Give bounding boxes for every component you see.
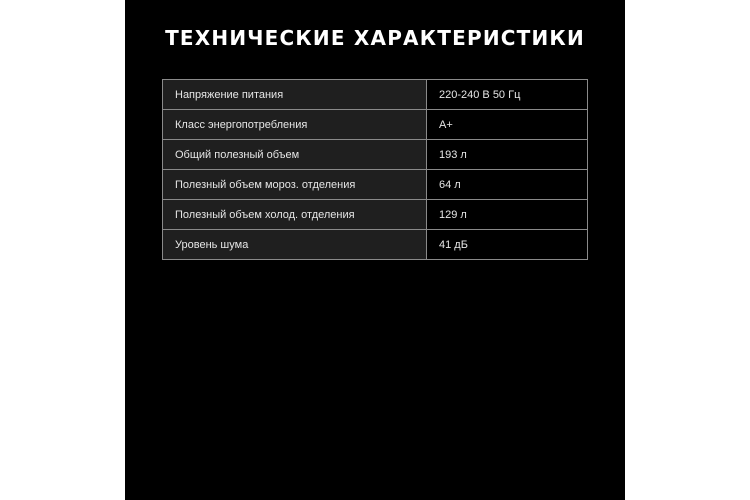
- spec-value: 193 л: [427, 140, 588, 170]
- table-row: [163, 200, 588, 230]
- spec-value: 220-240 В 50 Гц: [427, 80, 588, 110]
- spec-name: Полезный объем мороз. отделения: [163, 170, 427, 200]
- spec-name: Уровень шума: [163, 230, 427, 260]
- spec-value: А+: [427, 110, 588, 140]
- page-title: ТЕХНИЧЕСКИЕ ХАРАКТЕРИСТИКИ: [165, 26, 585, 50]
- spec-value: 64 л: [427, 170, 588, 200]
- spec-card: [125, 0, 625, 500]
- spec-name: Класс энергопотребления: [163, 110, 427, 140]
- table-row: [163, 80, 588, 110]
- table-row: [163, 170, 588, 200]
- spec-name: Напряжение питания: [163, 80, 427, 110]
- table-row: [163, 230, 588, 260]
- spec-name: Полезный объем холод. отделения: [163, 200, 427, 230]
- spec-name: Общий полезный объем: [163, 140, 427, 170]
- table-row: [163, 140, 588, 170]
- spec-value: 129 л: [427, 200, 588, 230]
- spec-table: [162, 79, 588, 260]
- table-row: [163, 110, 588, 140]
- spec-value: 41 дБ: [427, 230, 588, 260]
